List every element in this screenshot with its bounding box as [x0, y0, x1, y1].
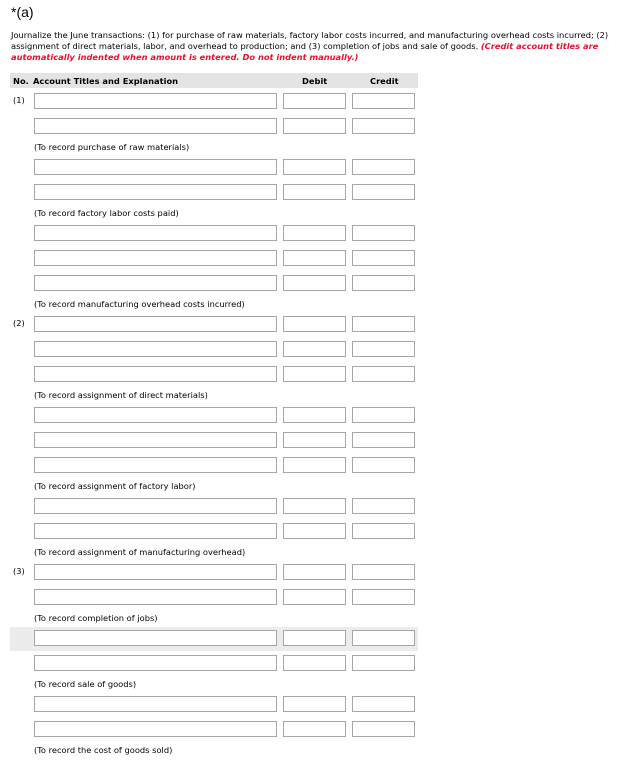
debit-input[interactable] — [283, 341, 346, 357]
account-title-input[interactable] — [34, 316, 277, 332]
journal-row — [10, 429, 418, 453]
journal-row — [10, 652, 418, 676]
explanation-note: (To record manufacturing overhead costs incurred) — [34, 299, 245, 309]
credit-input[interactable] — [352, 250, 415, 266]
account-title-input[interactable] — [34, 457, 277, 473]
credit-input[interactable] — [352, 118, 415, 134]
column-header-account: Account Titles and Explanation — [33, 76, 179, 86]
journal-row — [10, 115, 418, 139]
account-title-input[interactable] — [34, 250, 277, 266]
journal-row — [10, 693, 418, 717]
journal-row — [10, 404, 418, 428]
column-header-credit: Credit — [370, 76, 399, 86]
debit-input[interactable] — [283, 721, 346, 737]
credit-input[interactable] — [352, 225, 415, 241]
credit-input[interactable] — [352, 498, 415, 514]
debit-input[interactable] — [283, 457, 346, 473]
credit-input[interactable] — [352, 93, 415, 109]
account-title-input[interactable] — [34, 523, 277, 539]
debit-input[interactable] — [283, 432, 346, 448]
debit-input[interactable] — [283, 316, 346, 332]
entry-number: (1) — [13, 95, 25, 105]
debit-input[interactable] — [283, 118, 346, 134]
debit-input[interactable] — [283, 184, 346, 200]
entry-number: (3) — [13, 566, 25, 576]
credit-input[interactable] — [352, 275, 415, 291]
journal-row — [10, 313, 418, 337]
account-title-input[interactable] — [34, 564, 277, 580]
journal-row — [10, 561, 418, 585]
column-header-no: No. — [13, 76, 29, 86]
instructions-text: Journalize the June transactions: (1) for purchase of raw materials, factory labor costs incurred, and manufacturing overhead costs incurred; (2) assignment of direct materials, labor, and overhead to production; and (3) completion of jobs and sale of goods. — [11, 30, 609, 51]
explanation-note: (To record purchase of raw materials) — [34, 142, 190, 152]
column-header-debit: Debit — [302, 76, 328, 86]
account-title-input[interactable] — [34, 366, 277, 382]
credit-input[interactable] — [352, 721, 415, 737]
credit-input[interactable] — [352, 630, 415, 646]
debit-input[interactable] — [283, 498, 346, 514]
account-title-input[interactable] — [34, 225, 277, 241]
credit-input[interactable] — [352, 407, 415, 423]
account-title-input[interactable] — [34, 184, 277, 200]
journal-row — [10, 156, 418, 180]
account-title-input[interactable] — [34, 93, 277, 109]
credit-input[interactable] — [352, 696, 415, 712]
account-title-input[interactable] — [34, 341, 277, 357]
journal-row — [10, 627, 418, 651]
debit-input[interactable] — [283, 93, 346, 109]
journal-row — [10, 718, 418, 742]
credit-input[interactable] — [352, 457, 415, 473]
entry-number: (2) — [13, 318, 25, 328]
debit-input[interactable] — [283, 696, 346, 712]
credit-input[interactable] — [352, 432, 415, 448]
credit-input[interactable] — [352, 316, 415, 332]
journal-row — [10, 495, 418, 519]
journal-row — [10, 181, 418, 205]
journal-row — [10, 520, 418, 544]
journal-row — [10, 338, 418, 362]
journal-row — [10, 272, 418, 296]
debit-input[interactable] — [283, 564, 346, 580]
account-title-input[interactable] — [34, 630, 277, 646]
instructions — [11, 30, 631, 63]
explanation-note: (To record the cost of goods sold) — [34, 745, 173, 755]
explanation-note: (To record assignment of manufacturing overhead) — [34, 547, 246, 557]
credit-input[interactable] — [352, 589, 415, 605]
credit-input[interactable] — [352, 655, 415, 671]
explanation-note: (To record completion of jobs) — [34, 613, 158, 623]
account-title-input[interactable] — [34, 118, 277, 134]
account-title-input[interactable] — [34, 275, 277, 291]
account-title-input[interactable] — [34, 696, 277, 712]
account-title-input[interactable] — [34, 589, 277, 605]
account-title-input[interactable] — [34, 655, 277, 671]
journal-row — [10, 90, 418, 114]
debit-input[interactable] — [283, 159, 346, 175]
instructions-note: (Credit account titles are automatically indented when amount is entered. Do not indent manually.) — [11, 41, 599, 62]
journal-row — [10, 586, 418, 610]
explanation-note: (To record assignment of factory labor) — [34, 481, 196, 491]
debit-input[interactable] — [283, 630, 346, 646]
credit-input[interactable] — [352, 341, 415, 357]
explanation-note: (To record factory labor costs paid) — [34, 208, 179, 218]
debit-input[interactable] — [283, 275, 346, 291]
account-title-input[interactable] — [34, 407, 277, 423]
debit-input[interactable] — [283, 655, 346, 671]
credit-input[interactable] — [352, 523, 415, 539]
credit-input[interactable] — [352, 159, 415, 175]
journal-table-header — [10, 73, 418, 88]
journal-row — [10, 222, 418, 246]
debit-input[interactable] — [283, 225, 346, 241]
debit-input[interactable] — [283, 366, 346, 382]
account-title-input[interactable] — [34, 432, 277, 448]
debit-input[interactable] — [283, 407, 346, 423]
account-title-input[interactable] — [34, 721, 277, 737]
credit-input[interactable] — [352, 184, 415, 200]
debit-input[interactable] — [283, 589, 346, 605]
account-title-input[interactable] — [34, 159, 277, 175]
question-part-heading: *(a) — [11, 4, 34, 20]
journal-row — [10, 454, 418, 478]
journal-row — [10, 247, 418, 271]
explanation-note: (To record assignment of direct materials) — [34, 390, 208, 400]
credit-input[interactable] — [352, 564, 415, 580]
debit-input[interactable] — [283, 523, 346, 539]
explanation-note: (To record sale of goods) — [34, 679, 137, 689]
account-title-input[interactable] — [34, 498, 277, 514]
credit-input[interactable] — [352, 366, 415, 382]
journal-row — [10, 363, 418, 387]
debit-input[interactable] — [283, 250, 346, 266]
